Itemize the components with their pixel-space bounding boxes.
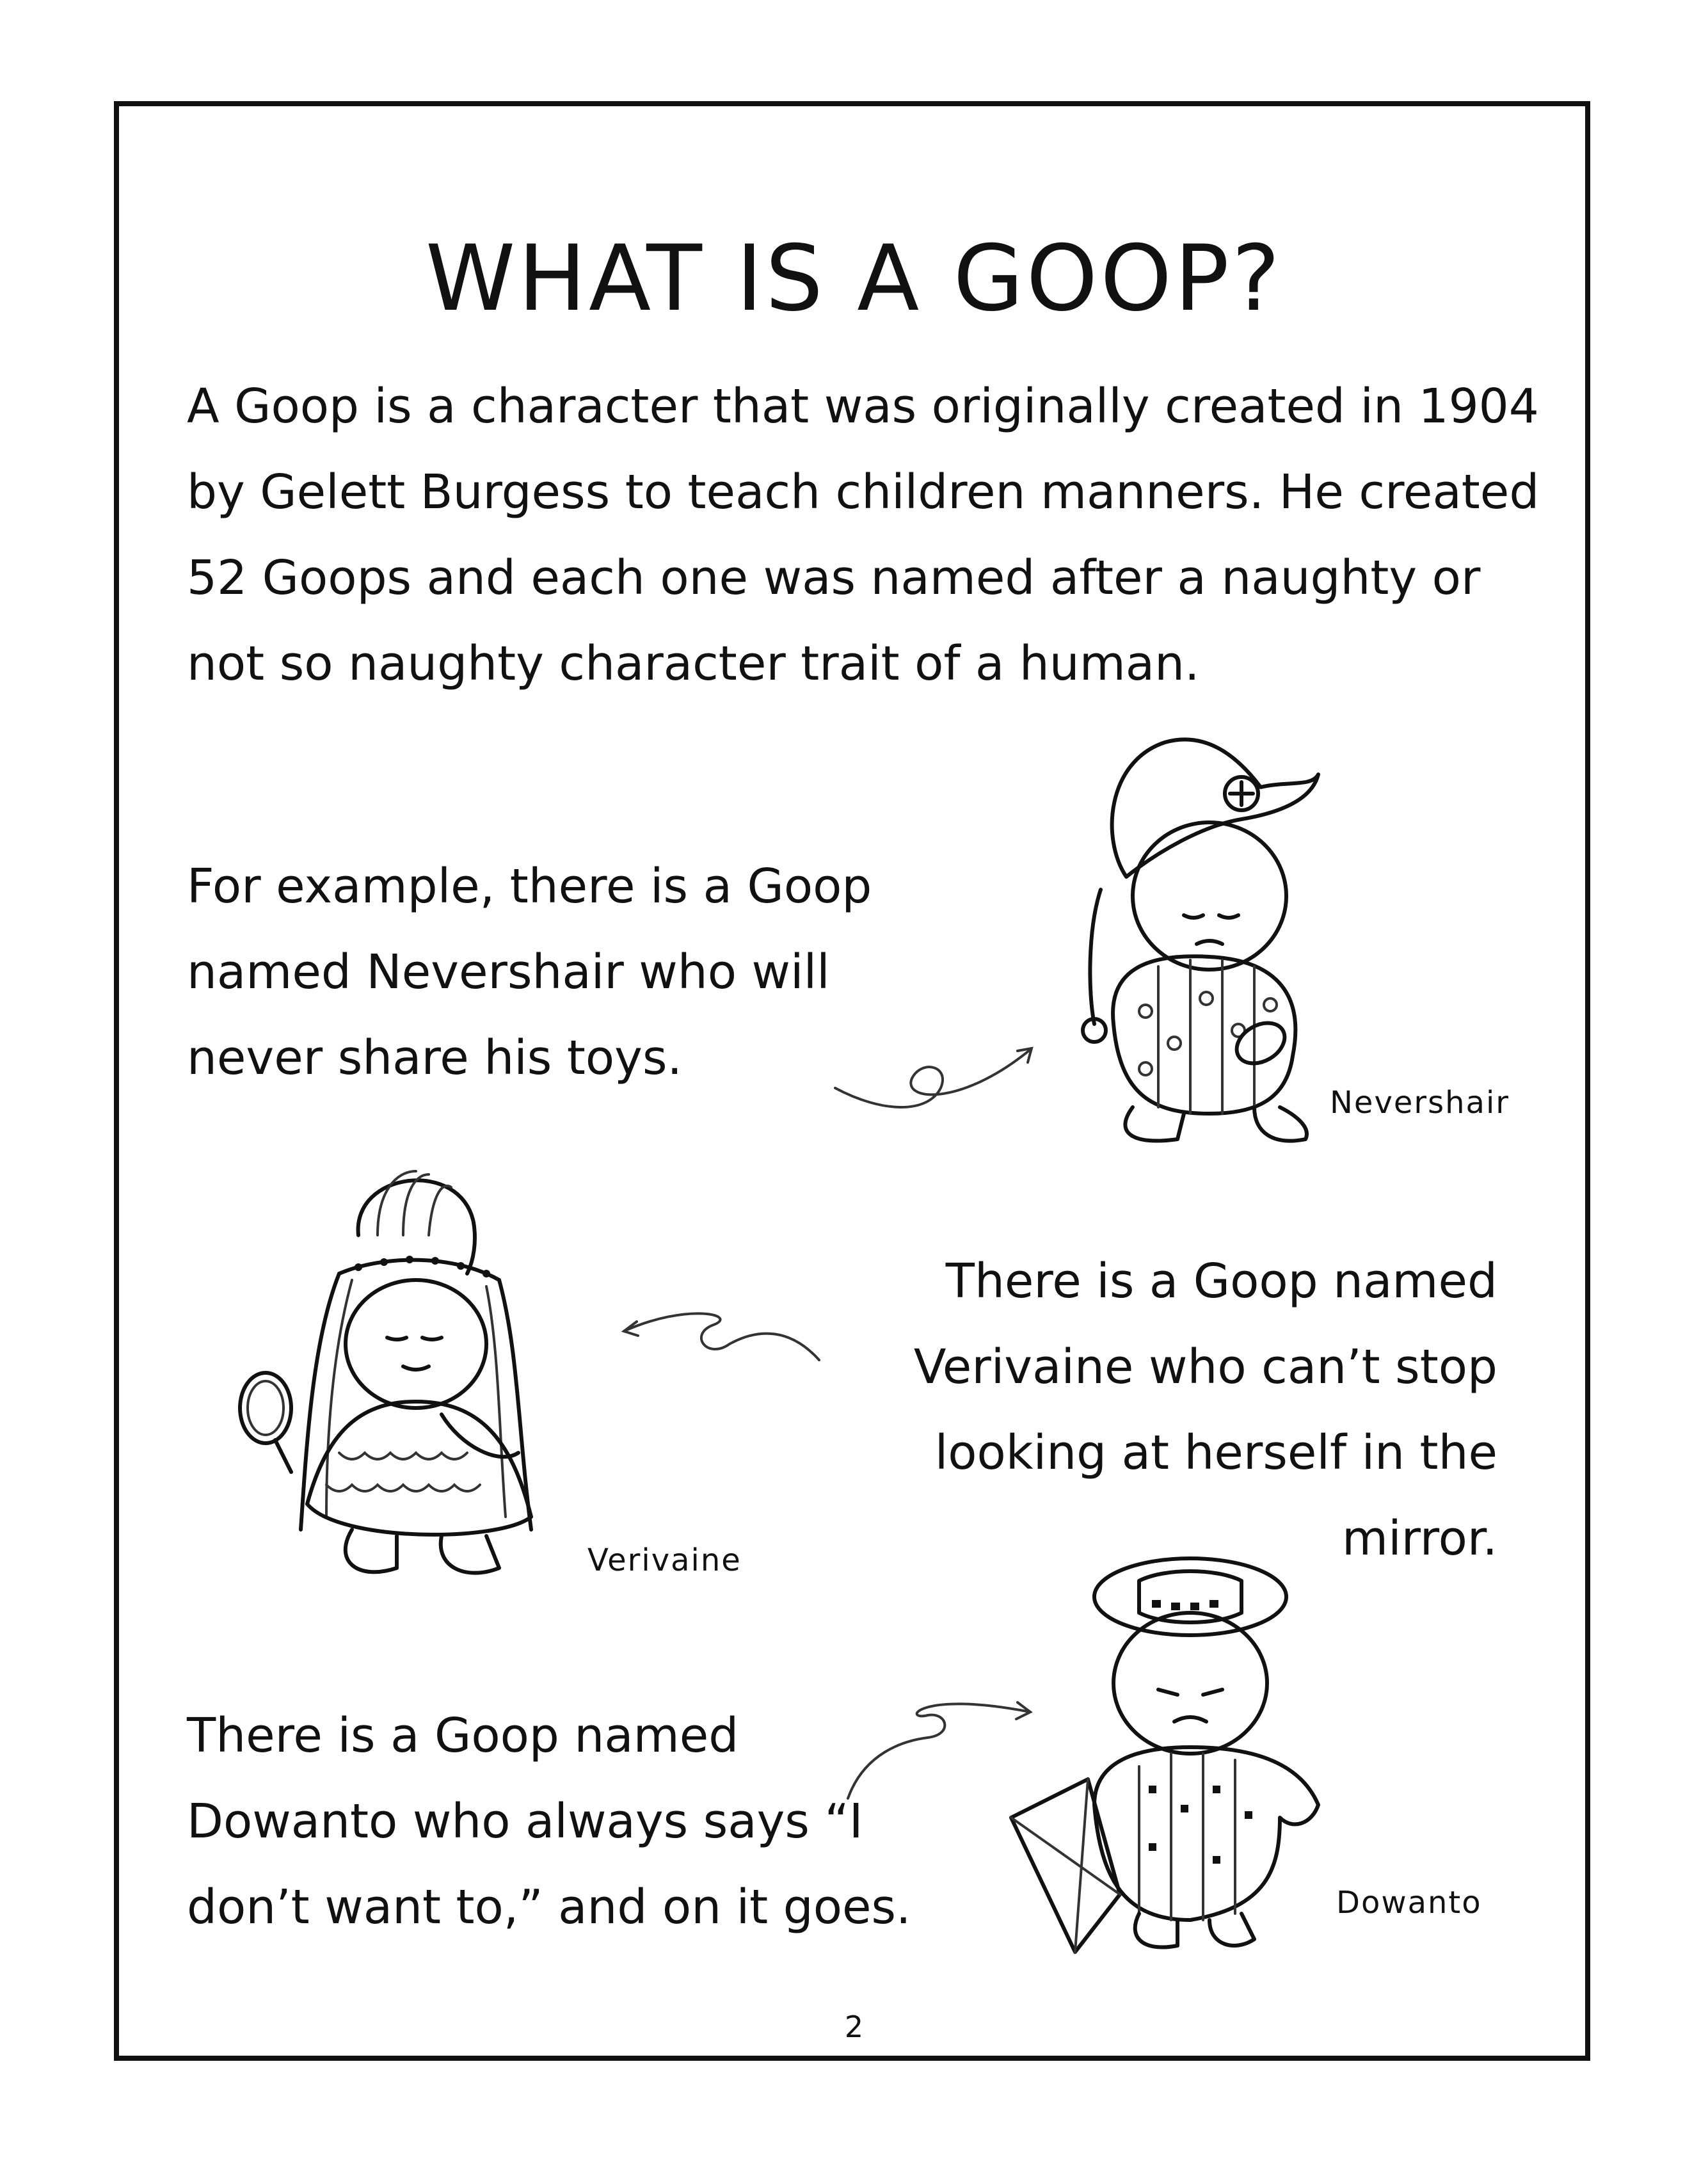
page-title: WHAT IS A GOOP? bbox=[425, 226, 1283, 332]
nevershair-illustration bbox=[1050, 723, 1331, 1165]
dowanto-caption: Dowanto bbox=[1336, 1885, 1482, 1921]
nevershair-text: For example, there is a Goop named Nevershair who will never share his toys. bbox=[187, 859, 872, 1085]
verivaine-illustration bbox=[230, 1146, 589, 1632]
dowanto-text: There is a Goop named Dowanto who always says “I don’t want to,” and on it goes. bbox=[187, 1708, 911, 1935]
curly-arrow-left-icon bbox=[618, 1290, 829, 1373]
page-number: 2 bbox=[844, 2010, 864, 2044]
intro-paragraph: A Goop is a character that was originally created in 1904 by Gelett Burgess to teach children manners. He created 52 Goops and each one was named after a naughty or not so naughty character trait of a human. bbox=[187, 379, 1540, 691]
curly-arrow-right-icon bbox=[832, 1024, 1043, 1126]
verivaine-caption: Verivaine bbox=[587, 1542, 742, 1578]
dowanto-illustration bbox=[998, 1536, 1331, 1971]
verivaine-text: There is a Goop named Verivaine who can’t stop looking at herself in the mirror. bbox=[913, 1254, 1497, 1566]
nevershair-caption: Nevershair bbox=[1330, 1085, 1510, 1121]
